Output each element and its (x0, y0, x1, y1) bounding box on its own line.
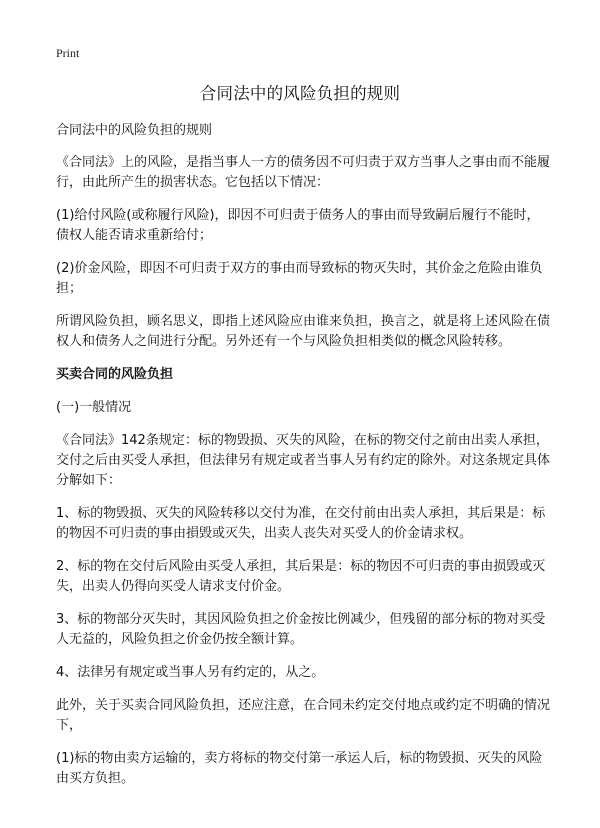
rule-3: 3、标的物部分灭失时，其因风险负担之价金按比例减少，但残留的部分标的物对买受人无益的，风险负担之价金仍按全额计算。 (56, 612, 546, 647)
document-body (56, 121, 552, 802)
body-subtitle: 合同法中的风险负担的规则 (56, 123, 213, 138)
summary-paragraph: 所谓风险负担，顾名思义，即指上述风险应由谁来负担，换言之，就是将上述风险在债权人和债务人之间进行分配。另外还有一个与风险负担相类似的概念风险转移。 (56, 314, 551, 349)
risk-item-1: (1)给付风险(或称履行风险)，即因不可归责于债务人的事由而导致嗣后履行不能时，债权人能否请求重新给付； (56, 208, 540, 243)
rule-2: 2、标的物在交付后风险由买受人承担，其后果是：标的物因不可归责的事由损毁或灭失，出卖人仍得向买受人请求支付价金。 (56, 559, 546, 594)
note-item-1: (1)标的物由卖方运输的，卖方将标的物交付第一承运人后，标的物毁损、灭失的风险由买方负担。 (56, 751, 543, 786)
note-paragraph: 此外，关于买卖合同风险负担，还应注意，在合同未约定交付地点或约定不明确的情况下， (56, 698, 551, 733)
rule-1: 1、标的物毁损、灭失的风险转移以交付为准，在交付前由出卖人承担，其后果是：标的物因不可归责的事由損毁或灭失，出卖人丧失对买受人的价金请求权。 (56, 506, 546, 541)
rule-4: 4、法律另有规定或当事人另有约定的，从之。 (56, 665, 325, 680)
article-paragraph: 《合同法》142条规定：标的物毁损、灭失的风险，在标的物交付之前由出卖人承担，交付之后由买受人承担，但法律另有规定或者当事人另有约定的除外。对这条规定具体分解如下： (56, 433, 551, 488)
risk-item-2: (2)价金风险，即因不可归责于双方的事由而导致标的物灭失时，其价金之危险由谁负担； (56, 261, 543, 296)
sub-heading: (一)一般情况 (56, 400, 132, 415)
intro-paragraph: 《合同法》上的风险，是指当事人一方的债务因不可归责于双方当事人之事由而不能履行，由此所产生的损害状态。它包括以下情况： (56, 155, 551, 190)
print-link[interactable]: Print (56, 46, 80, 60)
section-heading: 买卖合同的风险负担 (56, 367, 174, 382)
page-title: 合同法中的风险负担的规则 (199, 84, 401, 103)
